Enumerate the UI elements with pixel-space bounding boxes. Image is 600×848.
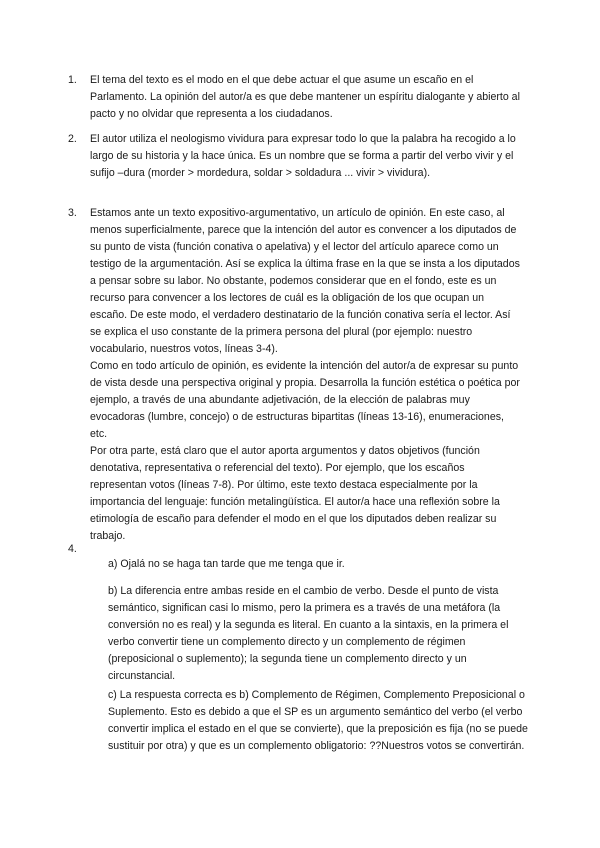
list-number: 3. (68, 207, 77, 219)
paragraph: Como en todo artículo de opinión, es evidente la intención del autor/a de expresar su punto de vista desde una perspectiva original y propia. Desarrolla la función estética o poética por ejemplo, a través de una abundante adjetivación, de la elección de palabras muy evocadoras (lumbre, concejo) o de estructuras bipartitas (líneas 13-16), enumeraciones, etc. (90, 360, 520, 440)
answer-a: a) Ojalá no se haga tan tarde que me tenga que ir. (108, 558, 345, 570)
list-item-3 (68, 205, 520, 545)
list-number: 4. (68, 543, 77, 555)
paragraph: El tema del texto es el modo en el que debe actuar el que asume un escaño en el Parlamento. La opinión del autor/a es que debe mantener un espíritu dialogante y abierto al pacto y no olvidar que representa a los ciudadanos. (90, 74, 520, 120)
paragraph: Por otra parte, está claro que el autor aporta argumentos y datos objetivos (función denotativa, representativa o referencial del texto). Por ejemplo, que los escaños representan votos (líneas 7-8). Por último, este texto destaca especialmente por la importancia del lenguaje: función metalingüística. El autor/a hace una reflexión sobre la etimología de escaño para defender el modo en el que los diputados deben realizar su trabajo. (90, 445, 500, 542)
paragraph: Estamos ante un texto expositivo-argumentativo, un artículo de opinión. En este caso, al menos superficialmente, parece que la intención del autor es convencer a los diputados de su punto de vista (función conativa o apelativa) y el lector del artículo aparece como un testigo de la argumentación. Así se explica la última frase en la que se insta a los diputados a pensar sobre su labor. No obstante, podemos considerar que en el fondo, este es un recurso para convencer a los lectores de cuál es la obligación de los que ocupan un escaño. De este modo, el verdadero destinatario de la función conativa sería el lector. Así se explica el uso constante de la primera persona del plural (por ejemplo: nuestro vocabulario, nuestros votos, líneas 3-4). (90, 207, 520, 355)
list-item-1 (68, 72, 520, 123)
answer-b: b) La diferencia entre ambas reside en el cambio de verbo. Desde el punto de vista semántico, significan casi lo mismo, pero la primera es a través de una metáfora (la conversión no es real) y la segunda es literal. En cuanto a la sintaxis, en la primera el verbo convertir tiene un complemento directo y un complemento de régimen (preposicional o suplemento); la segunda tiene un complemento directo y un circunstancial. (108, 585, 509, 682)
list-item-2 (68, 131, 520, 182)
paragraph: El autor utiliza el neologismo vividura para expresar todo lo que la palabra ha recogido a lo largo de su historia y la hace única. Es un nombre que se forma a partir del verbo vivir y el sufijo –dura (morder > mordedura, soldar > soldadura ... vivir > vividura). (90, 133, 516, 179)
list-number: 1. (68, 74, 77, 86)
answer-c: c) La respuesta correcta es b) Complemento de Régimen, Complemento Preposicional o Suplemento. Esto es debido a que el SP es un argumento semántico del verbo (el verbo convertir implica el estado en el que se convierte), que la preposición es fija (no se puede sustituir por otra) y que es un complemento obligatorio: ??Nuestros votos se convertirán. (108, 689, 528, 752)
list-number: 2. (68, 133, 77, 145)
